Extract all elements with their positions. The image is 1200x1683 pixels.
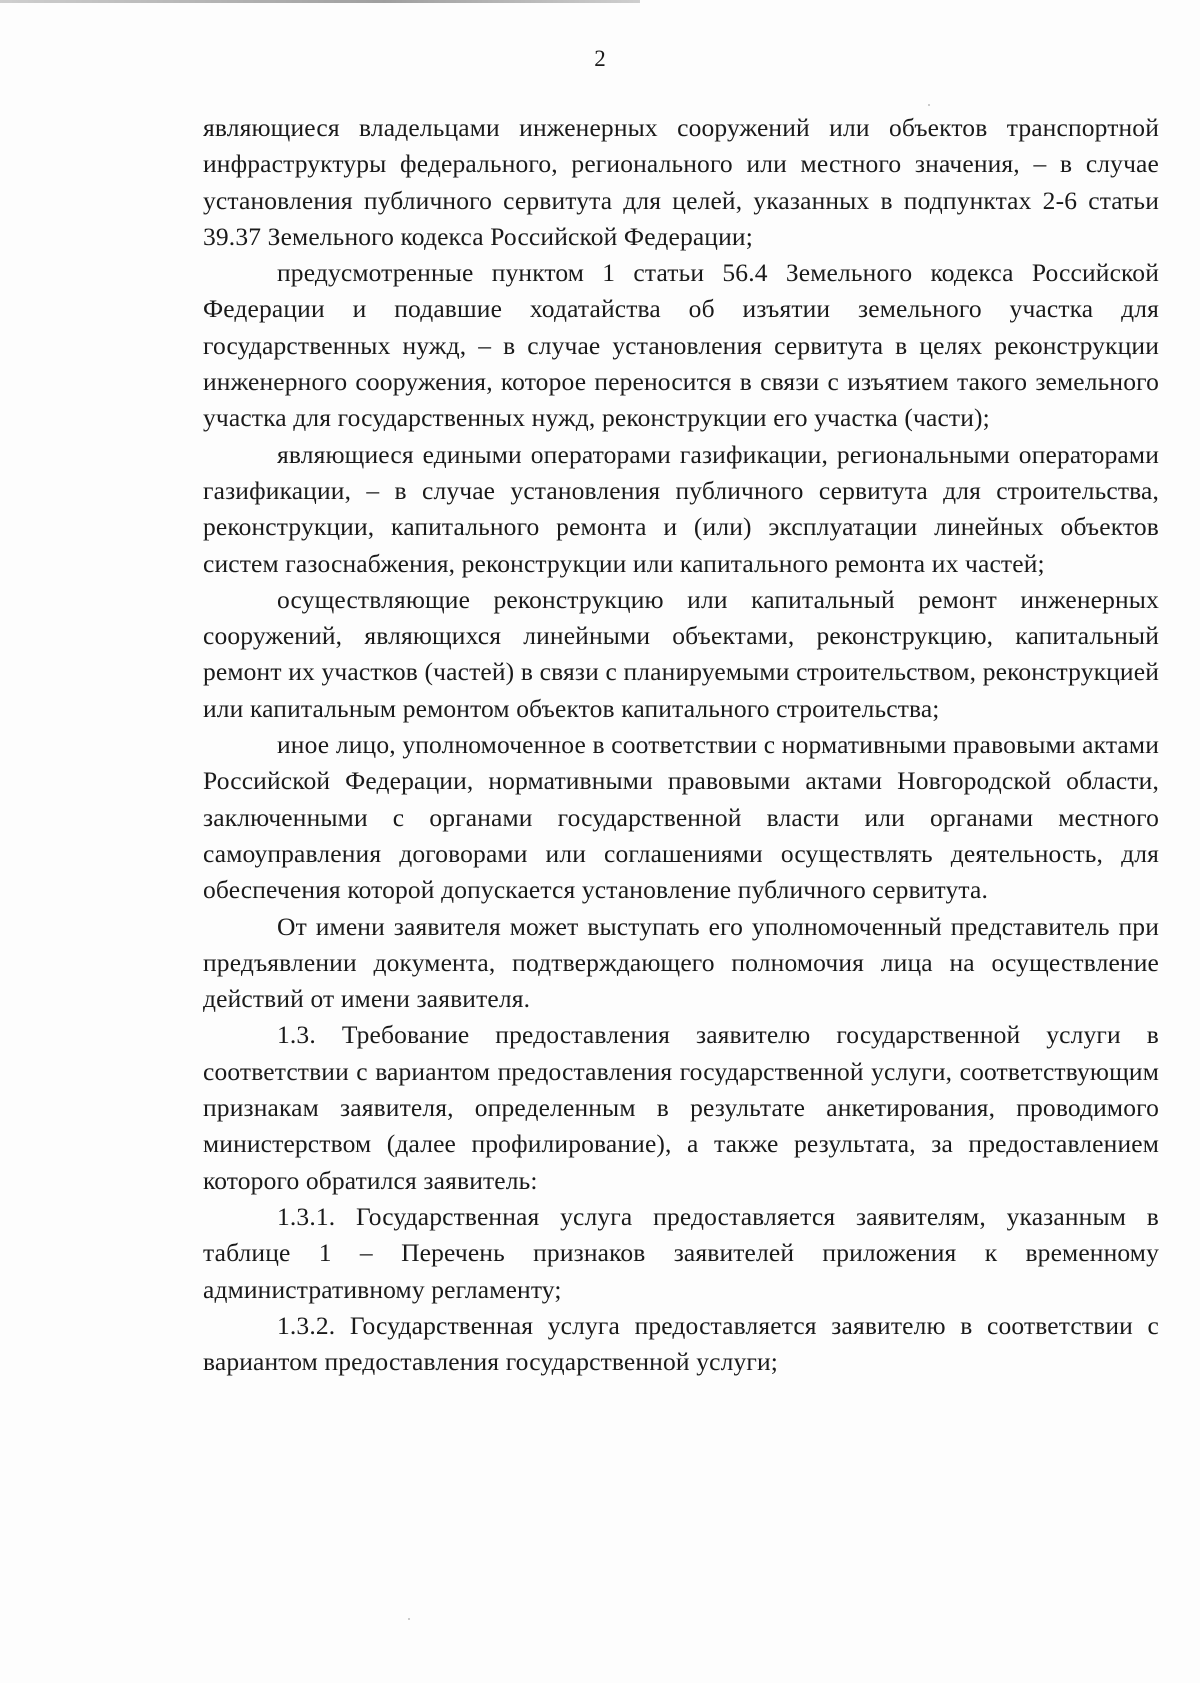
paragraph-5: иное лицо, уполномоченное в соответствии с нормативными правовыми актами Российской Федерации, нормативными правовыми актами Новгородской области, заключенными с органами государственной власти или органами местного самоуправления договорами или соглашениями осуществлять деятельность, для обеспечения которой допускается установление публичного сервитута. — [203, 730, 1159, 905]
paragraph-7: 1.3. Требование предоставления заявителю государственной услуги в соответствии с вариантом предоставления государственной услуги, соответствующим признакам заявителя, определенным в результате анкетирования, проводимого министерством (далее профилирование), а также результата, за предоставлением которого обратился заявитель: — [203, 1020, 1159, 1195]
scan-artifact-line — [0, 0, 640, 3]
paragraph-3: являющиеся едиными операторами газификации, региональными операторами газификации, – в случае установления публичного сервитута для строительства, реконструкции, капитального ремонта и (или) эксплуатации линейных объектов систем газоснабжения, реконструкции или капитального ремонта их частей; — [203, 439, 1159, 578]
paragraph-1: являющиеся владельцами инженерных сооружений или объектов транспортной инфраструктуры федерального, регионального или местного значения, – в случае установления публичного сервитута для целей, указанных в подпунктах 2-6 статьи 39.37 Земельного кодекса Российской Федерации; — [203, 113, 1159, 251]
scan-speck — [408, 1618, 410, 1620]
paragraph-2: предусмотренные пунктом 1 статьи 56.4 Земельного кодекса Российской Федерации и подавшие ходатайства об изъятии земельного участка для государственных нужд, – в случае установления сервитута в целях реконструкции инженерного сооружения, которое переносится в связи с изъятием такого земельного участка для государственных нужд, реконструкции его участка (части); — [203, 258, 1159, 433]
paragraph-4: осуществляющие реконструкцию или капитальный ремонт инженерных сооружений, являющихся линейными объектами, реконструкцию, капитальный ремонт их участков (частей) в связи с планируемыми строительством, реконструкцией или капитальным ремонтом объектов капитального строительства; — [203, 584, 1159, 723]
paragraph-8: 1.3.1. Государственная услуга предоставляется заявителям, указанным в таблице 1 – Перечень признаков заявителей приложения к временному административному регламенту; — [203, 1201, 1159, 1304]
page-number: 2 — [594, 46, 606, 71]
paragraph-6: От имени заявителя может выступать его уполномоченный представитель при предъявлении документа, подтверждающего полномочия лица на осуществление действий от имени заявителя. — [203, 911, 1159, 1014]
scan-speck — [928, 104, 930, 106]
paragraph-9: 1.3.2. Государственная услуга предоставляется заявителю в соответствии с вариантом предоставления государственной услуги; — [203, 1310, 1159, 1377]
document-body — [203, 110, 1159, 1380]
